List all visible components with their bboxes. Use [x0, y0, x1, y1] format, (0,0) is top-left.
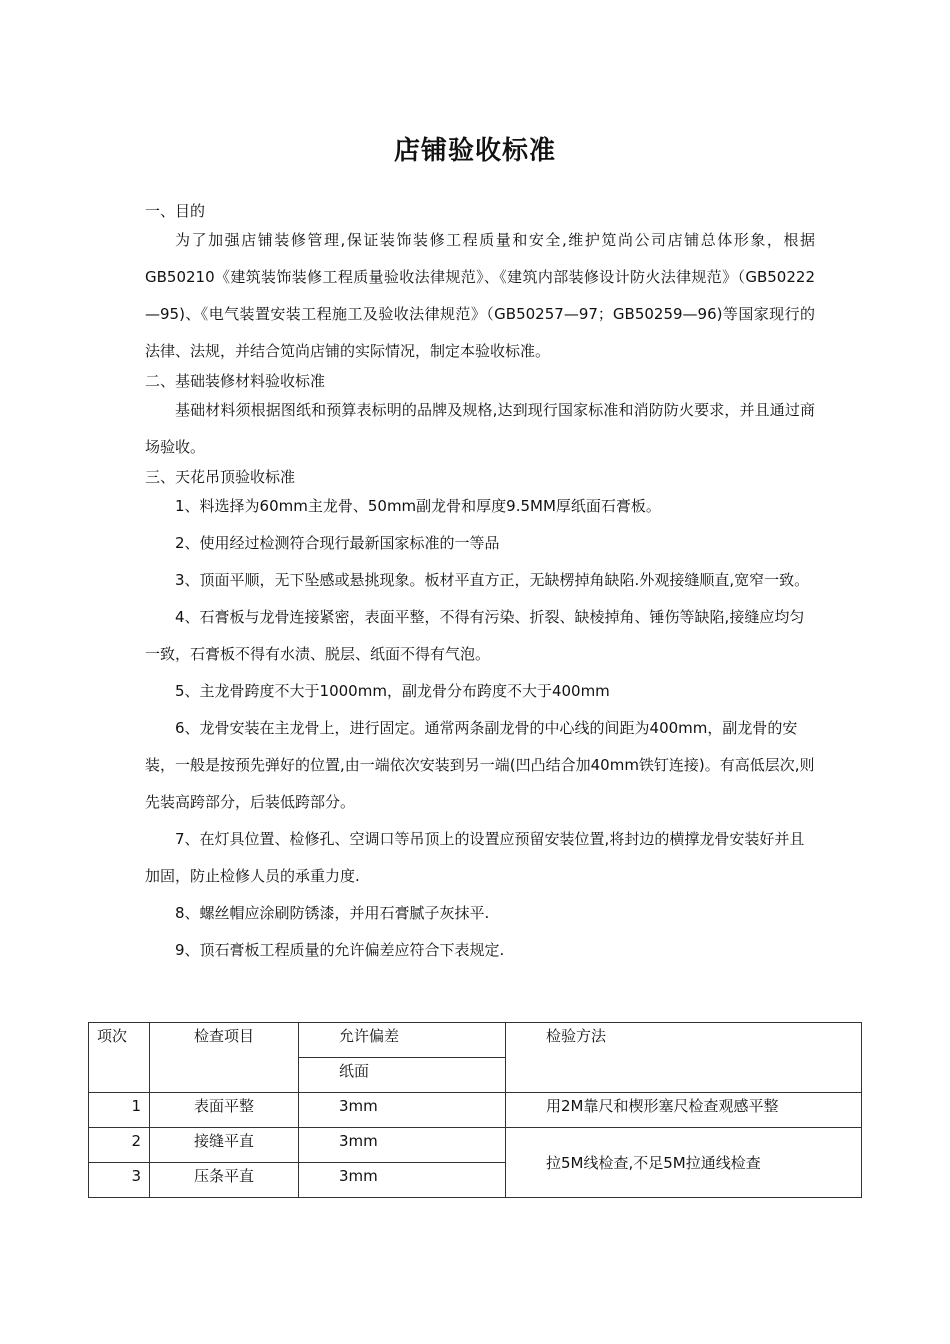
section-1-paragraph: 为了加强店铺装修管理,保证装饰装修工程质量和安全,维护笕尚公司店铺总体形象，根据GB50210《建筑装饰装修工程质量验收法律规范》、《建筑内部装修设计防火法律规范》（GB50222—95)、《电气装置安装工程施工及验收法律规范》（GB50257—97；GB50259—96)等国家现行的法律、法规，并结合笕尚店铺的实际情况，制定本验收标准。	[145, 231, 815, 360]
row-no: 2	[89, 1128, 150, 1163]
row-item: 表面平整	[150, 1093, 299, 1128]
section-2-paragraph: 基础材料须根据图纸和预算表标明的品牌及规格,达到现行国家标准和消防防火要求，并且通过商场验收。	[145, 401, 815, 456]
list-item: 8、螺丝帽应涂刷防锈漆，并用石膏腻子灰抹平.	[175, 904, 490, 922]
list-item: 6、龙骨安装在主龙骨上，进行固定。通常两条副龙骨的中心线的间距为400mm，副龙骨的安装，一般是按预先弹好的位置,由一端依次安装到另一端(凹凸结合加40mm铁钉连接)。有高低层次,则先装高跨部分，后装低跨部分。	[145, 719, 815, 811]
list-item: 9、顶石膏板工程质量的允许偏差应符合下表规定.	[175, 941, 505, 959]
list-item: 7、在灯具位置、检修孔、空调口等吊顶上的设置应预留安装位置,将封边的横撑龙骨安装好并且加固，防止检修人员的承重力度.	[145, 830, 805, 885]
document-title: 店铺验收标准	[393, 136, 556, 166]
list-item: 5、主龙骨跨度不大于1000mm，副龙骨分布跨度不大于400mm	[175, 682, 610, 700]
section-1-heading: 一、目的	[145, 202, 206, 220]
row-tolerance: 3mm	[299, 1093, 506, 1128]
list-item: 1、料选择为60mm主龙骨、50mm副龙骨和厚度9.5MM厚纸面石膏板。	[175, 497, 661, 515]
row-no: 3	[89, 1163, 150, 1198]
header-tolerance: 允许偏差	[299, 1023, 506, 1058]
section-3-heading: 三、天花吊顶验收标准	[145, 468, 296, 486]
header-item-no: 项次	[89, 1023, 150, 1093]
list-item: 4、石膏板与龙骨连接紧密，表面平整，不得有污染、折裂、缺棱掉角、锤伤等缺陷,接缝应均匀一致，石膏板不得有水渍、脱层、纸面不得有气泡。	[145, 608, 805, 663]
section-2-heading: 二、基础装修材料验收标准	[145, 372, 326, 390]
row-no: 1	[89, 1093, 150, 1128]
row-method: 用2M靠尺和楔形塞尺检查观感平整	[506, 1093, 862, 1128]
list-item: 3、顶面平顺，无下坠感或悬挑现象。板材平直方正，无缺楞掉角缺陷.外观接缝顺直,宽窄一致。	[175, 571, 810, 589]
list-item: 2、使用经过检测符合现行最新国家标准的一等品	[175, 534, 500, 552]
tolerance-table	[88, 1022, 862, 1198]
row-tolerance: 3mm	[299, 1128, 506, 1163]
row-item: 压条平直	[150, 1163, 299, 1198]
document-body	[145, 200, 815, 969]
row-item: 接缝平直	[150, 1128, 299, 1163]
table-row	[89, 1093, 862, 1128]
row-method: 拉5M线检查,不足5M拉通线检查	[506, 1128, 862, 1198]
table-row	[89, 1128, 862, 1163]
table-header-row	[89, 1023, 862, 1058]
header-check-item: 检查项目	[150, 1023, 299, 1093]
header-tolerance-sub: 纸面	[299, 1058, 506, 1093]
row-tolerance: 3mm	[299, 1163, 506, 1198]
header-method: 检验方法	[506, 1023, 862, 1093]
